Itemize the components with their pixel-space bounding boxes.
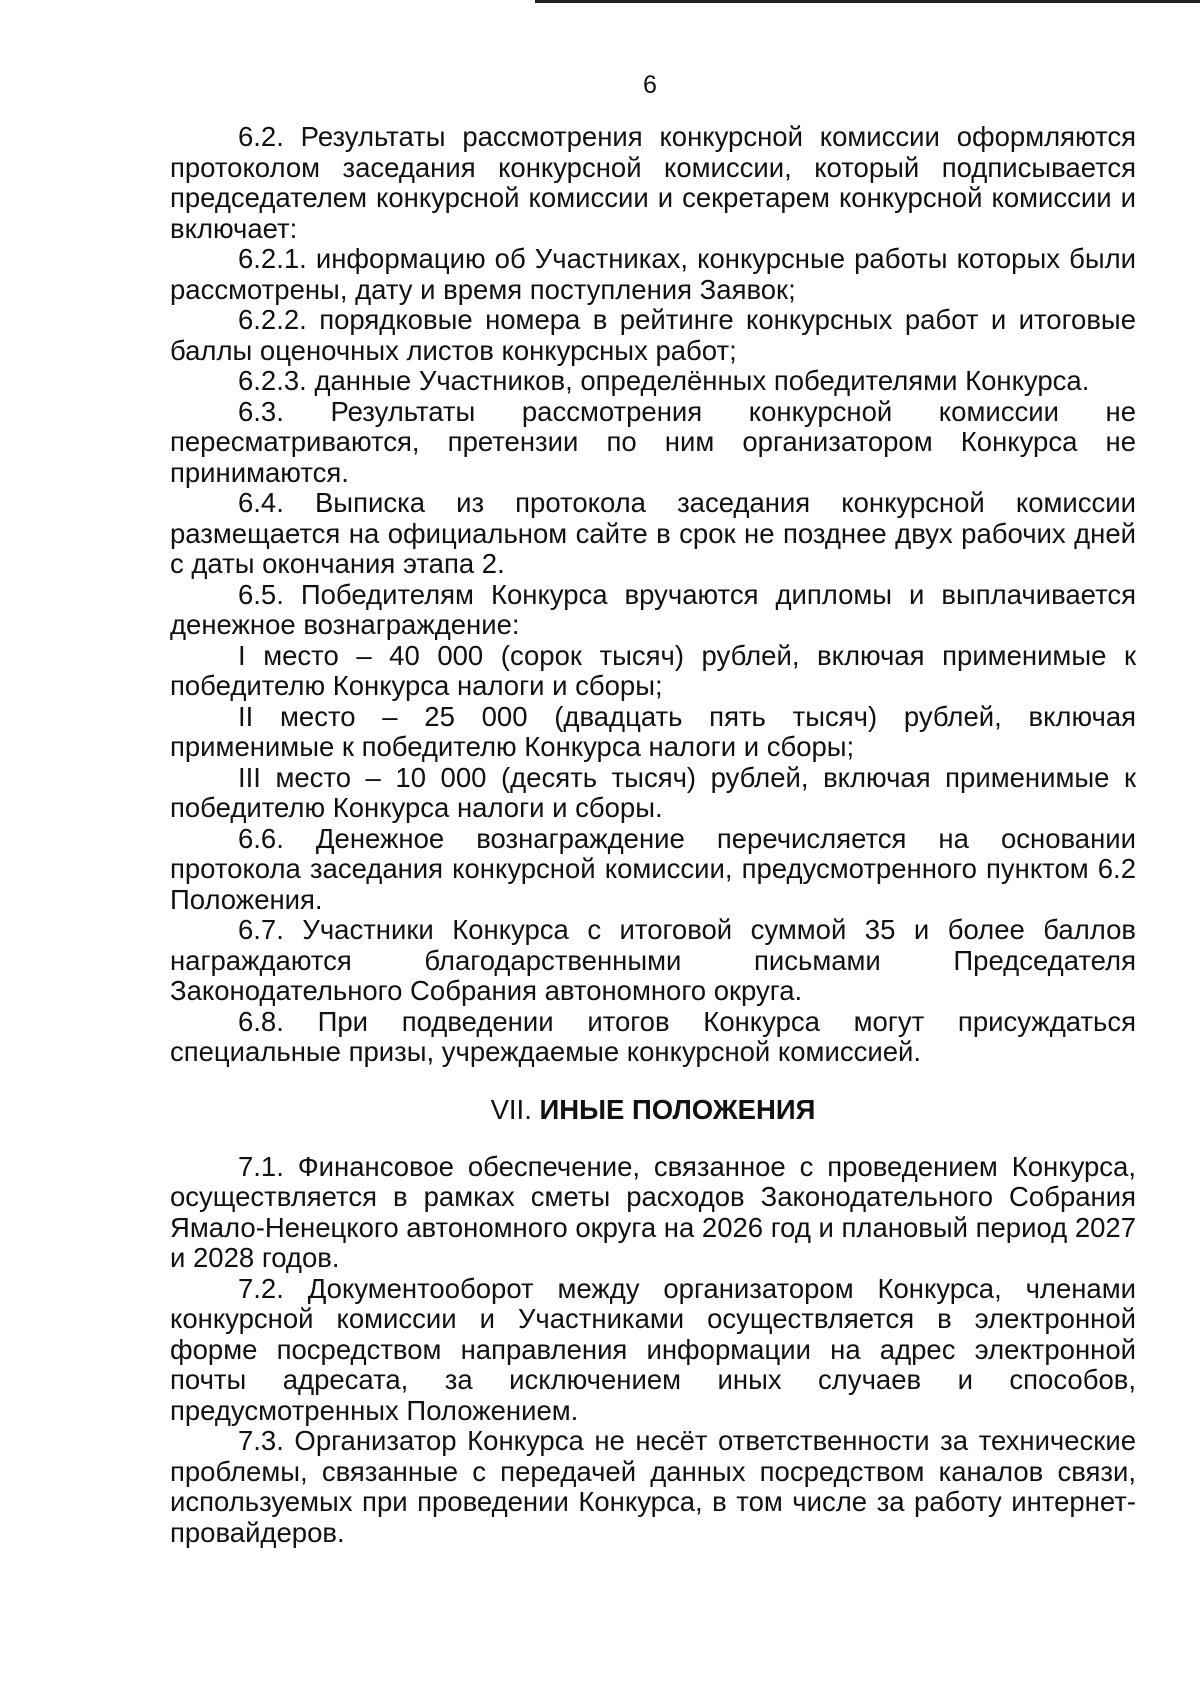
paragraph-6-2-1: 6.2.1. информацию об Участниках, конкурсные работы которых были рассмотрены, дату и время поступления Заявок; — [170, 243, 1136, 305]
paragraph-7-1: 7.1. Финансовое обеспечение, связанное с проведением Конкурса, осуществляется в рамках сметы расходов Законодательного Собрания Ямало-Ненецкого автономного округа на 2026 год и плановый период 2027 и 2028 годов. — [170, 1150, 1137, 1273]
paragraph-7-2: 7.2. Документооборот между организатором Конкурса, членами конкурсной комиссии и Участниками осуществляется в электронной форме посредством направления информации на адрес электронной почты адресата, за исключением иных случаев и способов, предусмотренных Положением. — [170, 1272, 1136, 1426]
section-heading-numeral: VII. — [490, 1093, 532, 1125]
paragraph-6-8: 6.8. При подведении итогов Конкурса могут присуждаться специальные призы, учреждаемые конкурсной комиссией. — [170, 1005, 1136, 1067]
paragraph-6-2-2: 6.2.2. порядковые номера в рейтинге конкурсных работ и итоговые баллы оценочных листов конкурсных работ; — [170, 304, 1136, 366]
paragraph-6-4: 6.4. Выписка из протокола заседания конкурсной комиссии размещается на официальном сайте в срок не позднее двух рабочих дней с даты окончания этапа 2. — [170, 487, 1136, 579]
paragraph-7-3: 7.3. Организатор Конкурса не несёт ответственности за технические проблемы, связанные с передачей данных посредством каналов связи, используемых при проведении Конкурса, в том числе за работу интернет-провайдеров. — [170, 1425, 1136, 1548]
paragraph-6-2: 6.2. Результаты рассмотрения конкурсной комиссии оформляются протоколом заседания конкурсной комиссии, который подписывается председателем конкурсной комиссии и секретарем конкурсной комиссии и включает: — [170, 121, 1136, 244]
paragraph-6-5: 6.5. Победителям Конкурса вручаются дипломы и выплачивается денежное вознаграждение: — [170, 578, 1136, 640]
paragraph-6-6: 6.6. Денежное вознаграждение перечисляется на основании протокола заседания конкурсной комиссии, предусмотренного пунктом 6.2 Положения. — [170, 822, 1136, 915]
page-number: 6 — [643, 71, 657, 99]
paragraph-6-2-3: 6.2.3. данные Участников, определённых победителями Конкурса. — [238, 365, 1090, 396]
paragraph-6-7: 6.7. Участники Конкурса с итоговой суммой 35 и более баллов награждаются благодарственными письмами Председателя Законодательного Собрания автономного округа. — [170, 914, 1136, 1006]
section-heading-title: ИНЫЕ ПОЛОЖЕНИЯ — [539, 1093, 816, 1125]
prize-first-place: I место – 40 000 (сорок тысяч) рублей, включая применимые к победителю Конкурса налоги и сборы; — [170, 639, 1136, 701]
section-heading — [170, 1094, 1136, 1126]
top-edge-line — [535, 0, 1200, 3]
document-body — [170, 122, 1136, 1548]
prize-second-place: II место – 25 000 (двадцать пять тысяч) рублей, включая применимые к победителю Конкурса налоги и сборы; — [170, 700, 1136, 762]
paragraph-6-3: 6.3. Результаты рассмотрения конкурсной комиссии не пересматриваются, претензии по ним организатором Конкурса не принимаются. — [170, 395, 1136, 488]
prize-third-place: III место – 10 000 (десять тысяч) рублей, включая применимые к победителю Конкурса налоги и сборы. — [170, 761, 1136, 823]
